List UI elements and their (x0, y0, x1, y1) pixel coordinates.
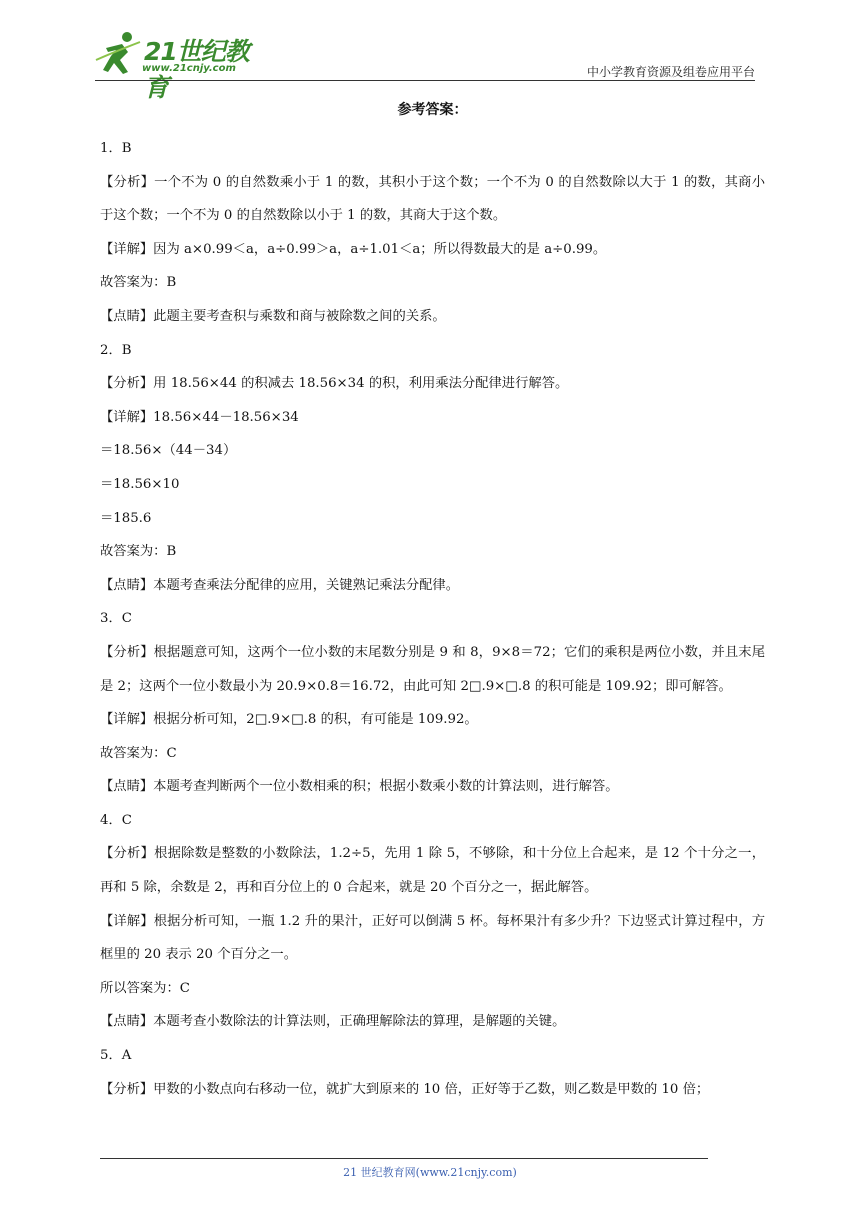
analysis-line: 【分析】一个不为 0 的自然数乘小于 1 的数，其积小于这个数；一个不为 0 的自然数除以大于 1 的数，其商小于这个数；一个不为 0 的自然数除以小于 1 的数，其商大于这个数。 (100, 174, 765, 224)
comment-line: 【点睛】此题主要考查积与乘数和商与被除数之间的关系。 (100, 308, 446, 324)
answer-line: 2．B (100, 342, 132, 358)
detail-line: 【详解】18.56×44－18.56×34 (100, 409, 299, 425)
answer-conclusion: 故答案为：C (100, 745, 177, 761)
detail-line: 【详解】根据分析可知，2□.9×□.8 的积，有可能是 109.92。 (100, 712, 478, 728)
footer-link[interactable]: 21 世纪教育网(www.21cnjy.com) (343, 1166, 517, 1179)
comment-line: 【点睛】本题考查乘法分配律的应用，关键熟记乘法分配律。 (100, 577, 460, 593)
footer-divider (100, 1158, 708, 1159)
calc-step: ＝18.56×10 (100, 476, 180, 492)
runner-logo-icon (94, 30, 142, 76)
answer-content (100, 100, 765, 1106)
analysis-line: 【分析】甲数的小数点向右移动一位，就扩大到原来的 10 倍，正好等于乙数，则乙数是甲数的 10 倍； (100, 1081, 710, 1097)
answer-line: 5．A (100, 1048, 132, 1064)
logo-url: www.21cnjy.com (142, 63, 236, 74)
logo (94, 30, 264, 102)
answer-conclusion: 故答案为：B (100, 544, 177, 560)
answer-line: 1．B (100, 141, 132, 156)
header-divider (95, 80, 755, 81)
answer-conclusion: 所以答案为：C (100, 980, 190, 996)
detail-line: 【详解】因为 a×0.99＜a，a÷0.99＞a，a÷1.01＜a；所以得数最大的是 a÷0.99。 (100, 241, 607, 257)
answer-line: 3．C (100, 611, 132, 627)
calc-step: ＝185.6 (100, 510, 152, 526)
analysis-line: 【分析】根据题意可知，这两个一位小数的末尾数分别是 9 和 8，9×8＝72；它们的乘积是两位小数，并且末尾是 2；这两个一位小数最小为 20.9×0.8＝16.72，由此可知 2□.9×□.8 的积可能是 109.92；即可解答。 (100, 644, 765, 694)
platform-name: 中小学教育资源及组卷应用平台 (586, 65, 755, 79)
page-title: 参考答案： (397, 102, 468, 118)
answer-conclusion: 故答案为：B (100, 275, 177, 291)
page-header (0, 0, 860, 102)
analysis-line: 【分析】用 18.56×44 的积减去 18.56×34 的积，利用乘法分配律进行解答。 (100, 376, 569, 392)
detail-line: 【详解】根据分析可知，一瓶 1.2 升的果汁，正好可以倒满 5 杯。每杯果汁有多少升？下边竖式计算过程中，方框里的 20 表示 20 个百分之一。 (100, 913, 765, 963)
comment-line: 【点睛】本题考查小数除法的计算法则，正确理解除法的算理，是解题的关键。 (100, 1014, 566, 1030)
calc-step: ＝18.56×（44－34） (100, 443, 237, 459)
comment-line: 【点睛】本题考查判断两个一位小数相乘的积；根据小数乘小数的计算法则，进行解答。 (100, 779, 619, 795)
analysis-line: 【分析】根据除数是整数的小数除法，1.2÷5，先用 1 除 5，不够除，和十分位上合起来，是 12 个十分之一，再和 5 除，余数是 2，再和百分位上的 0 合起来，就是 20 个百分之一，据此解答。 (100, 846, 765, 896)
logo-text: 21世纪教育 (144, 37, 249, 102)
answer-line: 4．C (100, 812, 132, 828)
